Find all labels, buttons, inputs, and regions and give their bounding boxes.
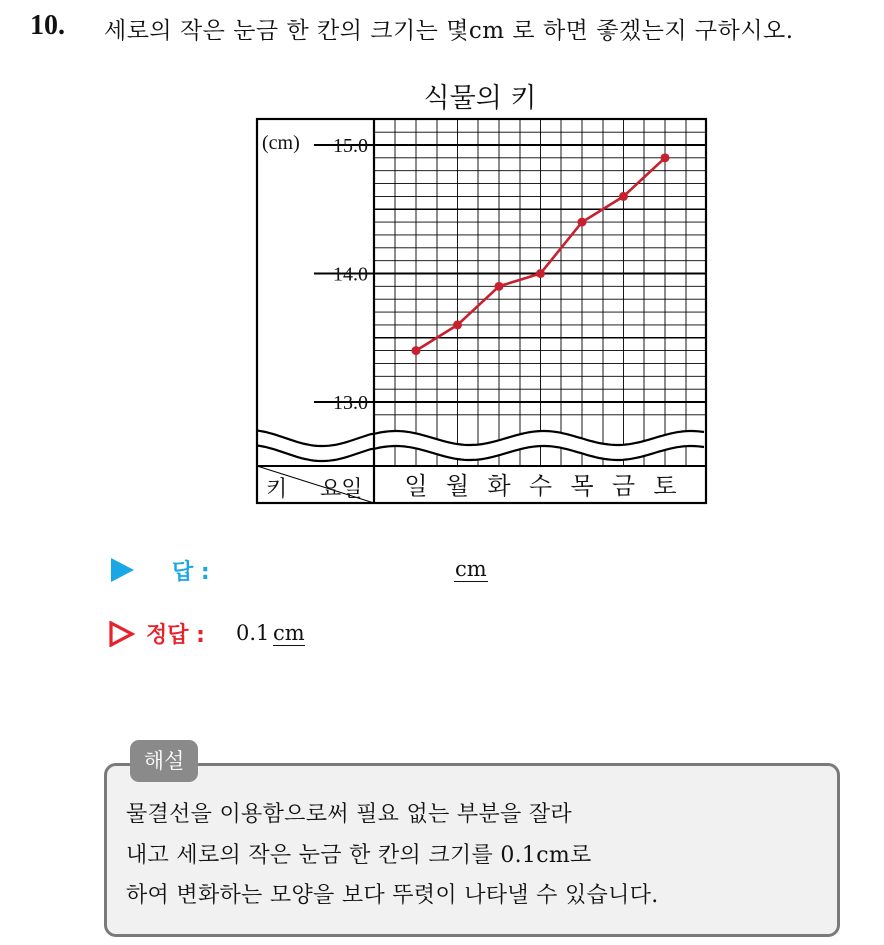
question-number: 10.	[30, 10, 65, 41]
explanation-line-2: 내고 세로의 작은 눈금 한 칸의 크기를 0.1cm로	[126, 843, 592, 868]
answer-unit: cm	[455, 557, 487, 581]
data-point	[578, 218, 587, 227]
data-point	[412, 346, 421, 355]
correct-unit: cm	[273, 621, 305, 645]
correct-arrow-icon	[108, 621, 136, 647]
y-axis-unit-label: (cm)	[262, 132, 300, 154]
answer-arrow-icon	[108, 557, 136, 583]
chart-title: 식물의 키	[423, 83, 537, 114]
data-point	[453, 320, 462, 329]
data-point	[619, 192, 628, 201]
corner-label-left: 키	[266, 477, 288, 502]
explanation-line-3: 하여 변화하는 모양을 보다 뚜렷이 나타낼 수 있습니다.	[126, 883, 659, 908]
correct-value: 0.1	[236, 621, 270, 645]
x-tick-label: 금	[611, 472, 636, 500]
answer-label: 답 :	[172, 560, 210, 585]
data-point	[536, 269, 545, 278]
x-tick-label: 토	[653, 472, 677, 500]
x-tick-label: 일	[404, 472, 428, 500]
data-point	[661, 153, 670, 162]
wave-break	[257, 431, 706, 462]
y-tick-label: 15.0	[333, 135, 368, 157]
y-tick-label: 14.0	[333, 263, 368, 286]
y-tick-label: 13.0	[333, 392, 368, 414]
explanation-tag: 해설	[130, 740, 198, 782]
x-tick-label: 화	[487, 472, 511, 500]
x-tick-label: 월	[445, 472, 470, 500]
corner-label-right: 요일	[320, 477, 363, 502]
correct-answer-row	[108, 615, 708, 651]
correct-label: 정답 :	[146, 623, 205, 648]
explanation-line-1: 물결선을 이용함으로써 필요 없는 부분을 잘라	[126, 802, 572, 827]
x-axis-labels	[266, 472, 677, 502]
wave-line	[257, 431, 704, 447]
answer-row	[108, 553, 708, 587]
x-tick-label: 목	[570, 472, 594, 500]
question-text: 세로의 작은 눈금 한 칸의 크기는 몇cm 로 하면 좋겠는지 구하시오.	[104, 18, 794, 44]
x-tick-label: 수	[528, 472, 553, 500]
data-point	[495, 282, 504, 291]
